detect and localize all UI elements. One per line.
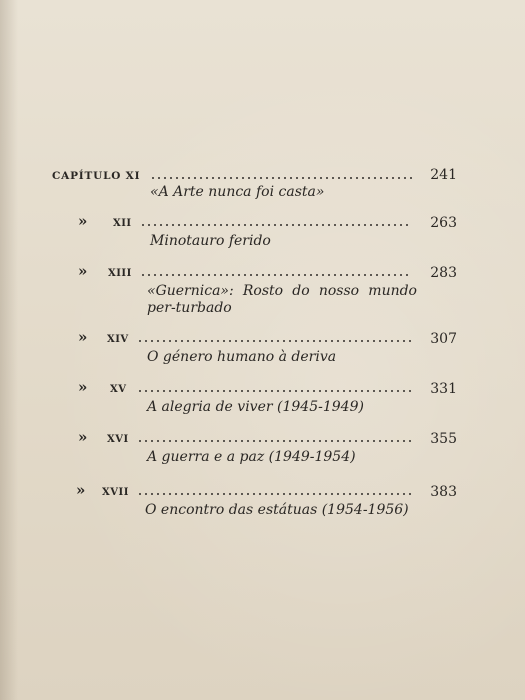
chapter-subtitle: Minotauro ferido: [150, 233, 271, 249]
chapter-numeral: XVII: [102, 487, 129, 498]
page-number: 307: [430, 331, 457, 347]
chapter-label: CAPÍTULO XI: [52, 170, 141, 182]
ditto-marker: »: [78, 378, 88, 396]
ditto-marker: »: [78, 328, 88, 346]
leader-dots: [137, 386, 412, 396]
page-number: 355: [430, 431, 457, 447]
leader-dots: [150, 173, 412, 183]
ditto-marker: »: [78, 428, 88, 446]
leader-dots: [137, 436, 412, 446]
page-number: 241: [430, 167, 457, 183]
page-number: 283: [430, 265, 457, 281]
page-number: 383: [430, 484, 457, 500]
chapter-subtitle: A guerra e a paz (1949-1954): [147, 449, 356, 465]
leader-dots: [140, 220, 412, 230]
chapter-numeral: XIV: [107, 334, 129, 345]
chapter-subtitle: O encontro das estátuas (1954-1956): [145, 502, 409, 518]
chapter-numeral: XII: [113, 218, 132, 229]
page-number: 263: [430, 215, 457, 231]
leader-dots: [137, 336, 412, 346]
chapter-numeral: XVI: [107, 434, 129, 445]
chapter-subtitle: O género humano à deriva: [147, 349, 337, 365]
ditto-marker: »: [78, 212, 88, 230]
ditto-marker: »: [78, 262, 88, 280]
chapter-subtitle: «A Arte nunca foi casta»: [150, 184, 325, 200]
page-gutter-shadow: [0, 0, 18, 700]
ditto-marker: »: [76, 481, 86, 499]
leader-dots: [140, 270, 412, 280]
chapter-numeral: XV: [110, 384, 127, 395]
chapter-numeral: XIII: [108, 268, 132, 279]
leader-dots: [137, 489, 412, 499]
chapter-subtitle: «Guernica»: Rosto do nosso mundo per-turbado: [147, 283, 417, 316]
page-number: 331: [430, 381, 457, 397]
chapter-subtitle: A alegria de viver (1945-1949): [147, 399, 364, 415]
